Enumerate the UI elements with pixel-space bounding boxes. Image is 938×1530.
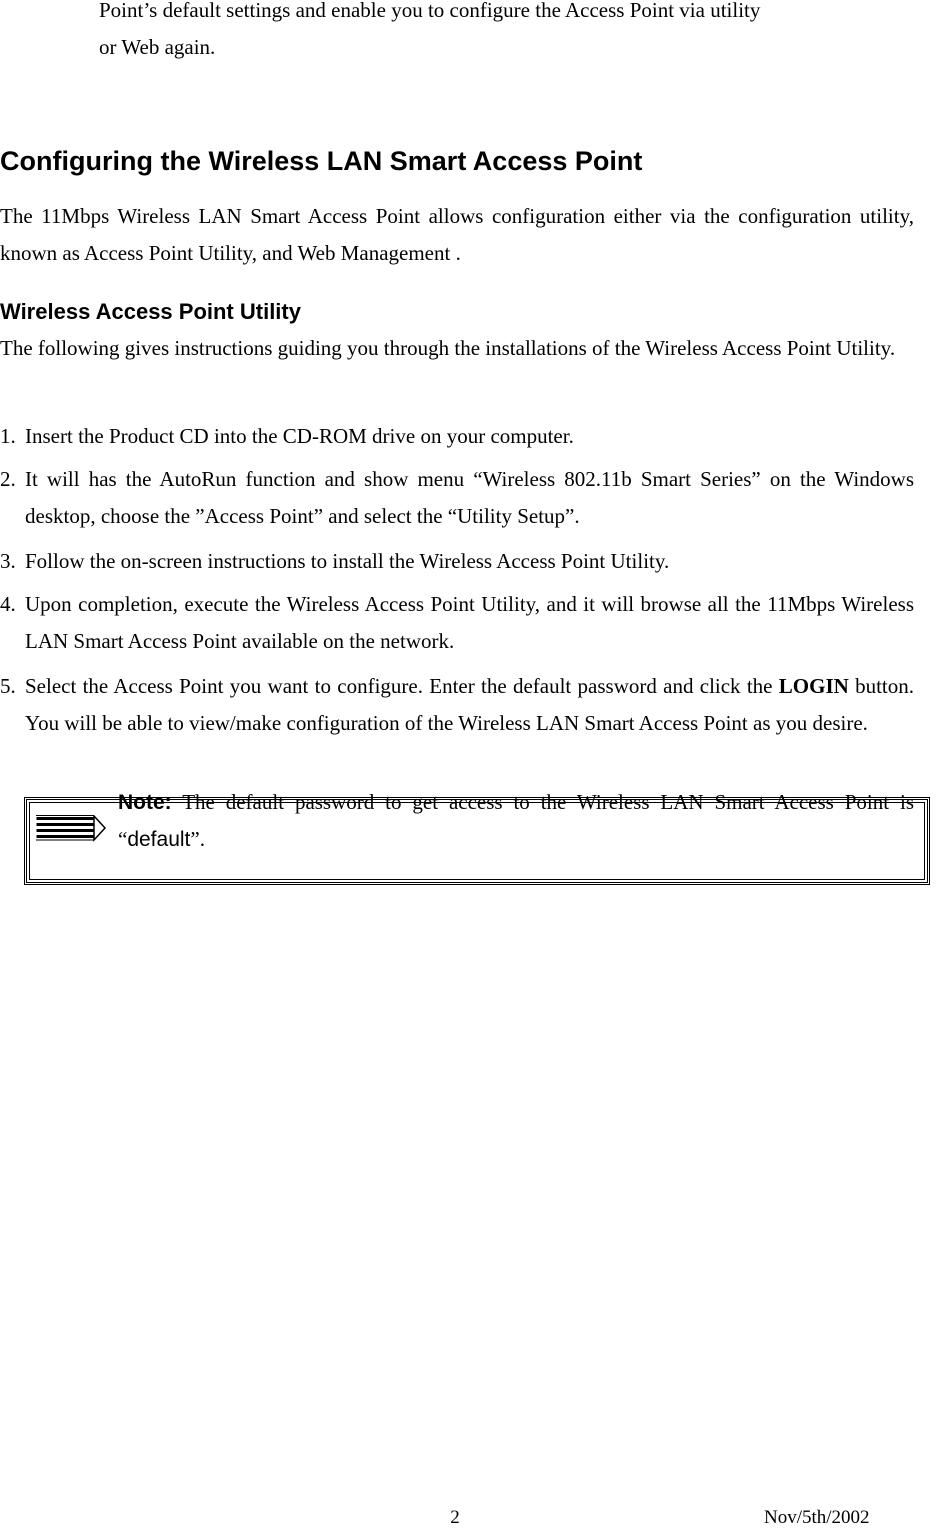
note-text-after: ”.: [190, 827, 205, 851]
step-number: 3.: [0, 549, 16, 573]
step-number: 5.: [0, 674, 16, 698]
list-item: [0, 543, 914, 580]
note-text: [118, 784, 914, 858]
step-number: 4.: [0, 592, 16, 616]
step-text-after: button. You will be able to view/make configuration of the Wireless LAN Smart Access Point as you desire.: [25, 674, 914, 735]
subsection-title: Wireless Access Point Utility: [0, 299, 301, 324]
note-arrow-icon: [36, 815, 108, 843]
step-text: Insert the Product CD into the CD-ROM drive on your computer.: [25, 424, 574, 448]
login-keyword: LOGIN: [778, 674, 849, 698]
section-title: Configuring the Wireless LAN Smart Access Point: [0, 146, 643, 176]
step-text: It will has the AutoRun function and show menu “Wireless 802.11b Smart Series” on the Windows desktop, choose the ”Access Point” and select the “Utility Setup”.: [25, 467, 914, 528]
page-date: Nov/5th/2002: [764, 1507, 870, 1528]
step-text: Follow the on-screen instructions to install the Wireless Access Point Utility.: [25, 549, 670, 573]
continuation-line-1: Point’s default settings and enable you to configure the Access Point via utility: [99, 0, 761, 22]
note-text-before: The default password to get access to the Wireless LAN Smart Access Point is “: [118, 790, 914, 851]
page-number: 2: [450, 1507, 460, 1528]
step-number: 2.: [0, 467, 16, 491]
utility-paragraph: The following gives instructions guiding you through the installations of the Wireless Access Point Utility.: [0, 336, 896, 360]
continuation-paragraph: [99, 0, 914, 66]
list-item: [0, 586, 914, 660]
continuation-line-2: or Web again.: [99, 35, 216, 59]
note-label: Note:: [118, 791, 172, 814]
list-item: [0, 461, 914, 535]
list-item: [0, 418, 914, 455]
step-text-before: Select the Access Point you want to configure. Enter the default password and click the: [25, 674, 779, 698]
step-text: Upon completion, execute the Wireless Access Point Utility, and it will browse all the 11Mbps Wireless LAN Smart Access Point available on the network.: [25, 592, 914, 653]
intro-paragraph: The 11Mbps Wireless LAN Smart Access Point allows configuration either via the configuration utility, known as Access Point Utility, and Web Management .: [0, 204, 914, 265]
step-text: [25, 668, 914, 742]
default-password: default: [127, 828, 191, 851]
list-item: [0, 668, 914, 742]
step-number: 1.: [0, 424, 16, 448]
